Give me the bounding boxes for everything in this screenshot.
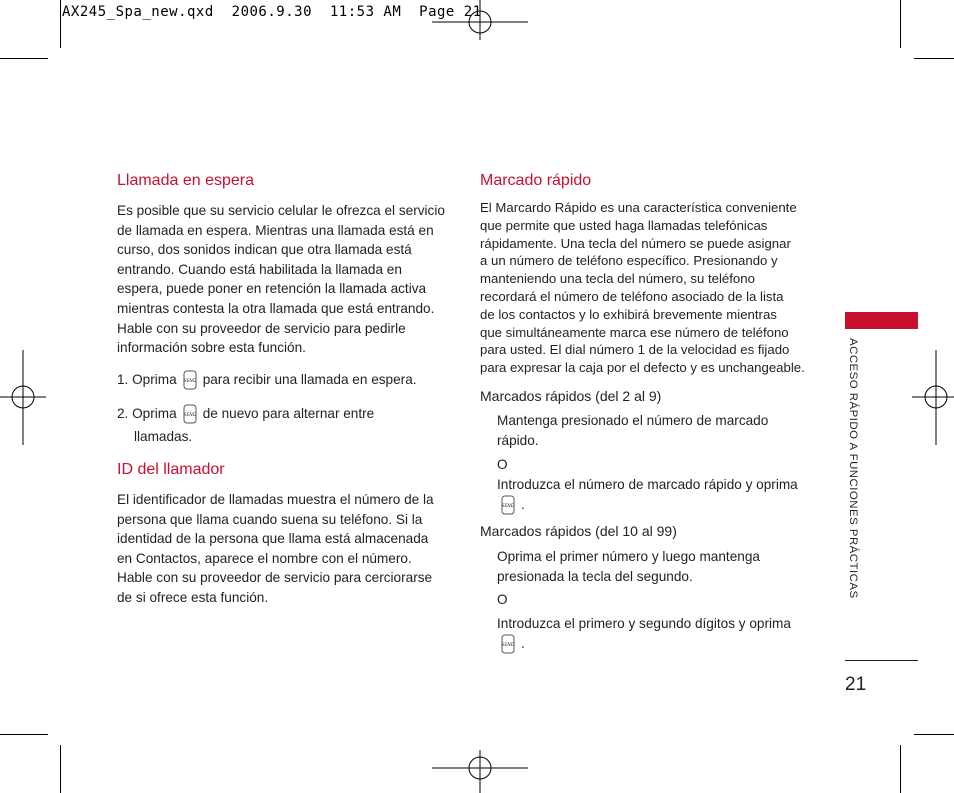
registration-mark-right [912, 350, 954, 445]
section-title-call-waiting: Llamada en espera [117, 172, 254, 189]
sub1-line2: rápido. [497, 433, 539, 448]
crop-mark [900, 745, 901, 793]
sub2-line2: presionada la tecla del segundo. [497, 569, 693, 584]
section-title-speed-dial: Marcado rápido [480, 172, 592, 189]
text-line: que permite que usted haga llamadas telefónicas [480, 217, 768, 233]
subsection-title-2-9: Marcados rápidos (del 2 al 9) [480, 388, 662, 404]
step-2-text: de nuevo para alternar entre [202, 406, 375, 421]
text-line: Hable con su proveedor de servicio para pedirle [117, 320, 406, 336]
side-tab-bar [845, 312, 918, 329]
send-key-icon [501, 634, 515, 654]
crop-mark [60, 0, 61, 48]
sub1-line3: Introduzca el número de marcado rápido y oprima [497, 477, 798, 492]
text-line: entrando. Cuando está habilitada la llamada en [117, 261, 402, 277]
sub1-or: O [497, 457, 508, 472]
registration-mark-bottom [432, 750, 532, 793]
speed-dial-body [480, 199, 820, 377]
text-line: para usted. El dial número 1 de la velocidad es fijado [480, 342, 790, 358]
svg-text:SEND: SEND [501, 504, 515, 510]
text-line: El identificador de llamadas muestra el número de la [117, 492, 434, 507]
text-line: manteniendo una tecla del número, su teléfono [480, 271, 755, 287]
step-2-continuation: llamadas. [134, 429, 193, 444]
sub1-line1: Mantenga presionado el número de marcado [497, 413, 769, 428]
print-header: AX245_Spa_new.qxd 2006.9.30 11:53 AM Page 21 [62, 4, 482, 20]
send-key-icon [183, 404, 197, 424]
text-line: que simultáneamente marca ese número de teléfono [480, 324, 789, 340]
text-line: rápidamente. Una tecla del número se puede asignar [480, 235, 791, 251]
page-number: 21 [845, 674, 867, 695]
subsection-title-10-99: Marcados rápidos (del 10 al 99) [480, 523, 677, 539]
caller-id-body [117, 490, 457, 608]
text-line: Hable con su proveedor de servicio para cerciorarse [117, 570, 433, 586]
step-2 [117, 404, 374, 424]
crop-mark [900, 0, 901, 48]
crop-mark [914, 734, 954, 735]
text-line: a un número de teléfono específico. Presionando y [480, 253, 778, 269]
text-line: identidad de la persona que llama está almacenada [117, 531, 429, 547]
sub2-or: O [497, 592, 508, 607]
call-waiting-body [117, 201, 457, 358]
text-line: de llamada en espera. Mientras una llamada está en [117, 222, 434, 238]
step-1-text: para recibir una llamada en espera. [202, 372, 417, 387]
text-line: en Contactos, aparece el nombre con el número. [117, 550, 412, 566]
text-line: El Marcardo Rápido es una característica conveniente [480, 200, 797, 215]
step-1 [117, 370, 417, 390]
crop-mark [60, 745, 61, 793]
text-line: información sobre esta función. [117, 340, 306, 356]
step-1-number: 1. Oprima [117, 372, 177, 387]
text-line: curso, dos sonidos indican que otra llamada está [117, 242, 412, 258]
registration-mark-left [0, 350, 46, 445]
sub1-end: . [521, 497, 525, 512]
sub2-line3: Introduzca el primero y segundo dígitos y oprima [497, 616, 791, 631]
text-line: para expresar la caja por el defecto y es unchangeable. [480, 360, 805, 376]
text-line: Es posible que su servicio celular le ofrezca el servicio [117, 203, 445, 218]
svg-text:SEND: SEND [183, 413, 196, 419]
text-line: de si ofrece esta función. [117, 589, 269, 605]
svg-text:SEND: SEND [183, 379, 196, 385]
crop-mark [0, 58, 48, 59]
step-2-number: 2. Oprima [117, 406, 177, 421]
sub1-icon-row [497, 495, 525, 515]
crop-mark [0, 734, 48, 735]
section-title-caller-id: ID del llamador [117, 461, 225, 478]
text-line: persona que llama cuando suena su teléfono. Si la [117, 511, 423, 527]
sub2-line1: Oprima el primer número y luego mantenga [497, 549, 760, 564]
send-key-icon [183, 370, 197, 390]
sub2-end: . [521, 636, 525, 651]
text-line: espera, puede poner en retención la llamada activa [117, 281, 427, 297]
text-line: mientras contesta la otra llamada que está entrando. [117, 300, 435, 316]
send-key-icon [501, 495, 515, 515]
crop-mark [914, 58, 954, 59]
svg-text:SEND: SEND [501, 643, 515, 649]
side-tab-label: ACCESO RÁPIDO A FUNCIONES PRÁCTICAS [847, 338, 859, 599]
sub2-icon-row [497, 634, 525, 654]
page-number-rule [845, 660, 918, 661]
text-line: recordará el número de teléfono asociado de la lista [480, 288, 784, 304]
text-line: de los contactos y lo exhibirá brevemente mientras [480, 306, 777, 322]
